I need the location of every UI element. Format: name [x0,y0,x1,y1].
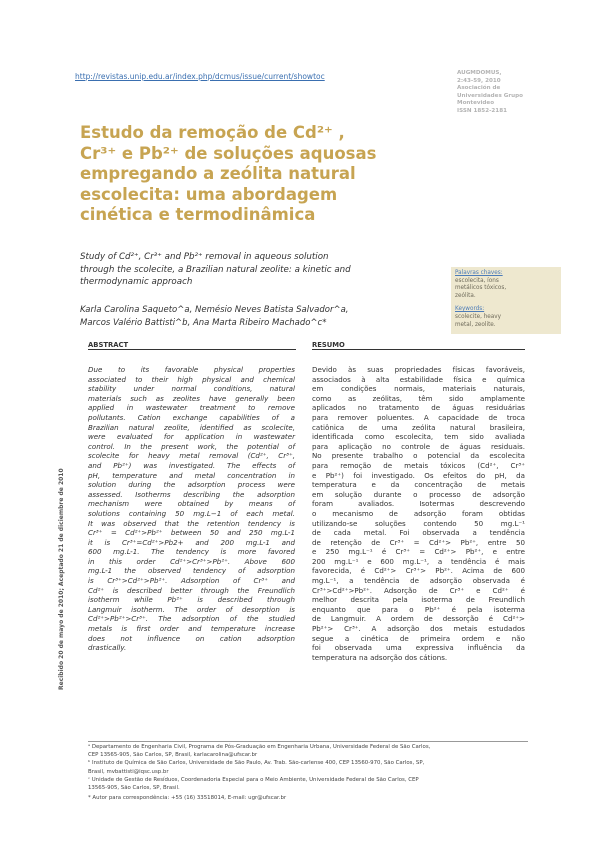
title-english [80,251,415,289]
abstract-line: It was observed that the retention tendency is [88,518,295,528]
footnote-line: CEP 13565-905, São Carlos, SP, Brasil, karlacarolina@ufscar.br [88,752,258,759]
authors [80,304,400,329]
abstract-line: Cr³⁺ = Cd²⁺>Pb²⁺ between 50 and 250 mg.L-1 [88,528,295,538]
abstract-line: mg.L-1 the observed tendency of adsorption [88,566,295,576]
resumo-line: e 250 mg.L⁻¹ é Cr³⁺ = Cd²⁺> Pb²⁺, e entre [312,547,525,557]
footnote-line: ᵇ Instituto de Química de São Carlos, Universidade de São Paulo, Av. Trab. São-carlense 400, CEP 13560-970, São Carlos, SP, [88,760,425,767]
abstract-line: and Pb²⁺) was investigated. The effects of [88,460,295,470]
abstract-body [88,365,295,653]
abstract-line: does not influence on cation adsorption [88,633,295,643]
abstract-line: Brazilian natural zeolite, identified as scolecite, [88,422,295,432]
abstract-line: 600 mg.L-1. The tendency is more favored [88,547,295,557]
footnotes [88,741,528,802]
authors-line: Marcos Valério Battisti^b, Ana Marta Ribeiro Machado^c* [80,317,327,328]
title-en-line: thermodynamic approach [80,277,193,288]
resumo-line: foram avaliados. Isotermas descrevendo [312,499,525,509]
title-line: empregando a zeólita natural [80,164,356,183]
abstract-line: scolecite for heavy metal removal (Cd²⁺, Cr³⁺, [88,451,295,461]
title-line: escolecita: uma abordagem [80,184,338,204]
resumo-line: em condições normais, materiais naturais, [312,384,525,394]
resumo-line: catiônica de uma zeólita natural brasileira, [312,422,525,432]
abstract-line: were evaluated for application in wastewater [88,432,295,442]
resumo-line: de retenção de Cr³⁺ = Cd²⁺> Pb²⁺, entre 50 [312,537,525,547]
resumo-line: melhor descrita pela isoterma de Freundlich [312,595,525,605]
resumo-heading: RESUMO [312,341,525,350]
resumo-line: temperatura e da concentração de metais [312,480,525,490]
abstract-line: materials such as zeolites have generally been [88,393,295,403]
abstract-heading: ABSTRACT [88,341,296,350]
abstract-line: associated to their high physical and chemical [88,374,295,384]
footnote-line: ᶜ Unidade de Gestão de Resíduos, Coordenadoria Especial para o Meio Ambiente, Universidade Federal de São Carlos, CEP [88,776,419,783]
abstract-line: isotherm while Pb²⁺ is described through [88,595,295,605]
authors-line: Karla Carolina Saqueto^a, Nemésio Neves Batista Salvador^a, [80,305,349,315]
journal-info-line: Asociación de [457,85,501,92]
title-line: Estudo da remoção de Cd²⁺ , [80,123,345,142]
resumo-line: 200 mg.L⁻¹ e 600 mg.L⁻¹, a tendência é mais [312,556,525,566]
resumo-line: para aplicação no controle de águas residuais. [312,441,525,451]
footnote-line: Brasil, mvbattisti@iqsc.usp.br [88,768,169,775]
resumo-line: No presente trabalho o potencial da escolecita [312,451,525,461]
resumo-line: como as zeólitas, têm sido amplamente [312,393,525,403]
resumo-line: foi observada uma expressiva influência da [312,643,525,653]
resumo-line: Pb²⁺> Cr³⁺. A adsorção dos metais estudados [312,624,525,634]
keywords-box [451,267,561,334]
title-en-line: Study of Cd²⁺, Cr³⁺ and Pb²⁺ removal in aqueous solution [80,252,329,262]
resumo-line: segue a cinética de primeira ordem e não [312,633,525,643]
title-portuguese [80,123,430,226]
abstract-line: Cd²⁺>Pb²⁺>Cr³⁺. The adsorption of the studied [88,614,295,624]
journal-info [457,70,567,116]
abstract-line: stability under normal conditions, natural [88,384,295,394]
abstract-line: it is Cr³⁺=Cd²⁺>Pb2+ and 200 mg.L-1 and [88,537,295,547]
resumo-line: de Langmuir. A ordem de dessorção é Cd²⁺> [312,614,525,624]
resumo-line: favorecida, é Cd²⁺> Cr³⁺> Pb²⁺. Acima de 600 [312,566,525,576]
keywords-pt-line: escolecita, íons [455,277,499,284]
title-line: cinética e termodinâmica [80,205,316,224]
abstract-line: Cd²⁺ is described better through the Freundlich [88,585,295,595]
resumo-line: para remoção de metais tóxicos (Cd²⁺, Cr³⁺ [312,460,525,470]
journal-info-line: Universidades Grupo [457,92,523,99]
resumo-line: o mecanismo de adsorção foram obtidas [312,508,525,518]
resumo-line: mg.L⁻¹, a tendência de adsorção observada é [312,576,525,586]
keywords-en-heading: Keywords: [455,306,485,313]
abstract-line: Langmuir isotherm. The order of desorption is [88,604,295,614]
resumo-line: enquanto que para o Pb²⁺ é pela isoterma [312,604,525,614]
resumo-line: em solução durante o processo de adsorção [312,489,525,499]
resumo-line: Devido às suas propriedades físicas favoráveis, [312,365,525,374]
title-line: Cr³⁺ e Pb²⁺ de soluções aquosas [80,143,377,163]
abstract-line: control. In the present work, the potential of [88,441,295,451]
abstract-line: drastically. [88,643,127,653]
abstract-line: Due to its favorable physical properties [88,365,295,374]
received-date: Recibido 20 de mayo de 2010; Aceptado 21 de diciembre de 2010 [58,468,65,690]
resumo-line: para remover poluentes. A capacidade de troca [312,412,525,422]
resumo-line: de cada metal. Foi observada a tendência [312,528,525,538]
resumo-line: temperatura na adsorção dos cátions. [312,652,448,662]
title-en-line: through the scolecite, a Brazilian natural zeolite: a kinetic and [80,264,351,275]
keywords-pt-line: metálicos tóxicos, [455,285,507,292]
resumo-line: associados à alta estabilidade física e química [312,374,525,384]
abstract-line: assessed. Isotherms describing the adsorption [88,489,295,499]
resumo-line: e Pb²⁺) foi investigado. Os efeitos do pH, da [312,470,525,480]
resumo-line: utilizando-se soluções contendo 50 mg.L⁻¹ [312,518,525,528]
abstract-line: solutions containing 50 mg.L−1 of each metal. [88,508,295,518]
keywords-pt-line: zeólita. [455,292,476,299]
footnote-line: ᵃ Departamento de Engenharia Civil, Programa de Pós-Graduação em Engenharia Urbana, Universidade Federal de São Carlos, [88,744,431,750]
resumo-line: aplicados no tratamento de águas residuárias [312,403,525,413]
abstract-line: applied in wastewater treatment to remove [88,403,295,413]
abstract-line: mechanism were obtained by means of [88,499,295,509]
resumo-line: identificada como escolecita, tem sido avaliada [312,432,525,442]
abstract-line: metals is first order and temperature increase [88,624,295,634]
abstract-line: pollutants. Cation exchange capabilities of a [88,412,295,422]
footnote-line: 13565-905, São Carlos, SP, Brasil. [88,785,180,792]
footnote-corresponding: * Autor para correspondência: +55 (16) 33518014, E-mail: ugr@ufscar.br [88,795,287,802]
journal-url-link[interactable]: http://revistas.unip.edu.ar/index.php/dcmus/issue/current/showtoc [75,72,325,81]
abstract-line: in this order Cd²⁺>Cr³⁺>Pb²⁺. Above 600 [88,556,295,566]
keywords-pt-heading: Palavras chaves: [455,270,503,276]
resumo-body [312,365,525,662]
abstract-line: solution during the adsorption process were [88,480,295,490]
journal-info-line: 2:43-59, 2010 [457,77,501,84]
journal-info-line: AUGMDOMUS, [457,70,502,76]
abstract-line: pH, temperature and metal concentration in [88,470,295,480]
keywords-en-line: metal, zeolite. [455,321,496,328]
abstract-line: is Cr³⁺>Cd²⁺>Pb²⁺. Adsorption of Cr³⁺ and [88,576,295,586]
keywords-en-line: scolecite, heavy [455,313,502,320]
journal-info-line: ISSN 1852-2181 [457,107,507,114]
resumo-line: Cr³⁺>Cd²⁺>Pb²⁺. Adsorção de Cr³⁺ e Cd²⁺ é [312,585,525,595]
journal-info-line: Montevideo [457,100,495,107]
